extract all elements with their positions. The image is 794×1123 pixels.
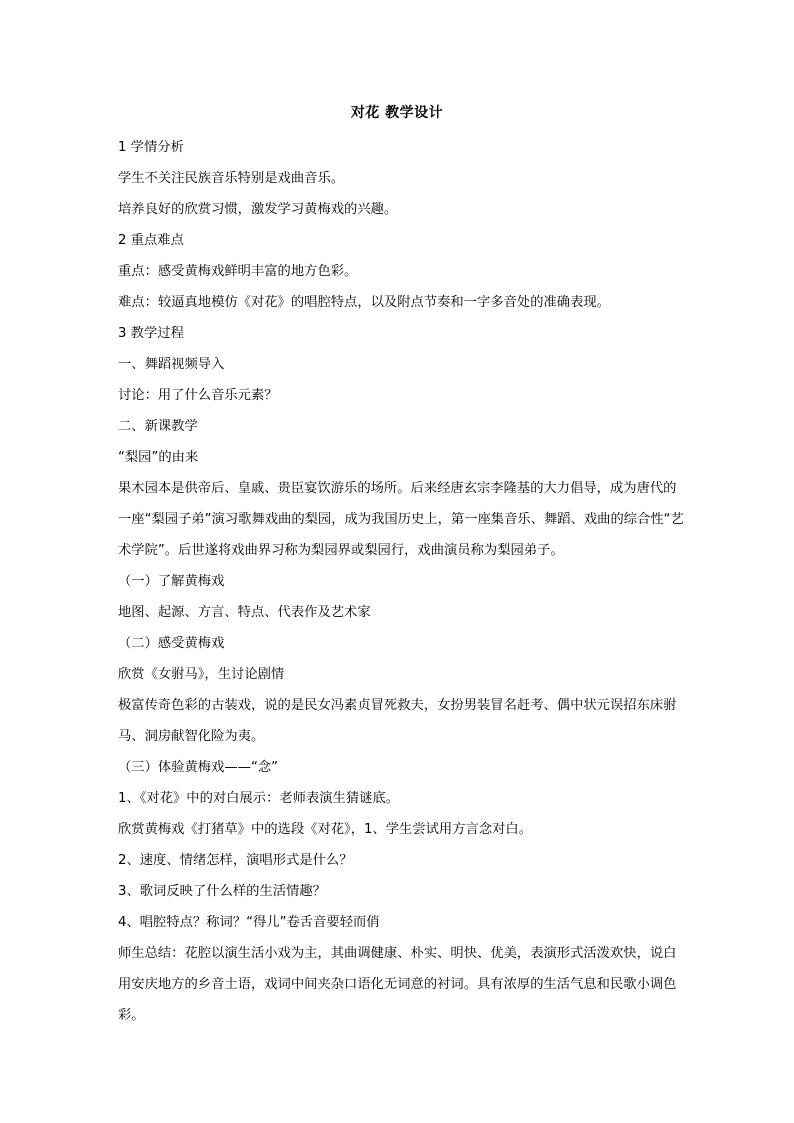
paragraph: 地图、起源、方言、特点、代表作及艺术家: [118, 605, 371, 620]
section-heading-2: 2 重点难点: [118, 233, 184, 248]
paragraph: 2、速度、情绪怎样，演唱形式是什么？: [118, 853, 353, 868]
paragraph: 1、《对花》中的对白展示：老师表演生猜谜底。: [118, 791, 400, 806]
subheading: （一）了解黄梅戏: [118, 574, 225, 589]
paragraph: 欣赏《女驸马》，生讨论剧情: [118, 667, 285, 682]
paragraph: 欣赏黄梅戏《打猪草》中的选段《对花》，1、学生尝试用方言念对白。: [118, 822, 533, 837]
paragraph: 培养良好的欣赏习惯，激发学习黄梅戏的兴趣。: [118, 202, 398, 217]
paragraph: 3、歌词反映了什么样的生活情趣？: [118, 884, 326, 899]
paragraph: 学生不关注民族音乐特别是戏曲音乐。: [118, 171, 345, 186]
paragraph: 重点：感受黄梅戏鲜明丰富的地方色彩。: [118, 264, 358, 279]
paragraph: 4、唱腔特点？称词？“得儿”卷舌音要轻而俏: [118, 915, 380, 930]
section-heading-3: 3 教学过程: [118, 326, 184, 341]
document-title: 对花 教学设计: [350, 105, 444, 121]
paragraph: 难点：较逼真地模仿《对花》的唱腔特点，以及附点节奏和一字多音处的准确表现。: [118, 295, 610, 310]
subheading: （二）感受黄梅戏: [118, 636, 225, 651]
section-heading-1: 1 学情分析: [118, 140, 184, 155]
subheading: （三）体验黄梅戏——“念”: [118, 760, 279, 775]
paragraph: 果木园本是供帝后、皇戚、贵臣宴饮游乐的场所。后来经唐玄宗李隆基的大力倡导，成为唐代的一座“梨园子弟”演习歌舞戏曲的梨园，成为我国历史上，第一座集音乐、舞蹈、戏曲的综合性“艺术学院”。后世遂将戏曲界习称为梨园界或梨园行，戏曲演员称为梨园弟子。: [118, 481, 684, 558]
paragraph: 讨论：用了什么音乐元素？: [118, 388, 278, 403]
subheading: 一、舞蹈视频导入: [118, 357, 225, 372]
paragraph: 师生总结：花腔以演生活小戏为主，其曲调健康、朴实、明快、优美，表演形式活泼欢快，说白用安庆地方的乡音土语，戏词中间夹杂口语化无词意的衬词。具有浓厚的生活气息和民歌小调色彩。: [118, 946, 677, 1023]
paragraph: 极富传奇色彩的古装戏，说的是民女冯素贞冒死救夫，女扮男装冒名赶考、偶中状元误招东床驸马、洞房献智化险为夷。: [118, 698, 677, 744]
document-body: [118, 132, 688, 1031]
subheading: 二、新课教学: [118, 419, 198, 434]
paragraph: “梨园”的由来: [118, 450, 199, 465]
